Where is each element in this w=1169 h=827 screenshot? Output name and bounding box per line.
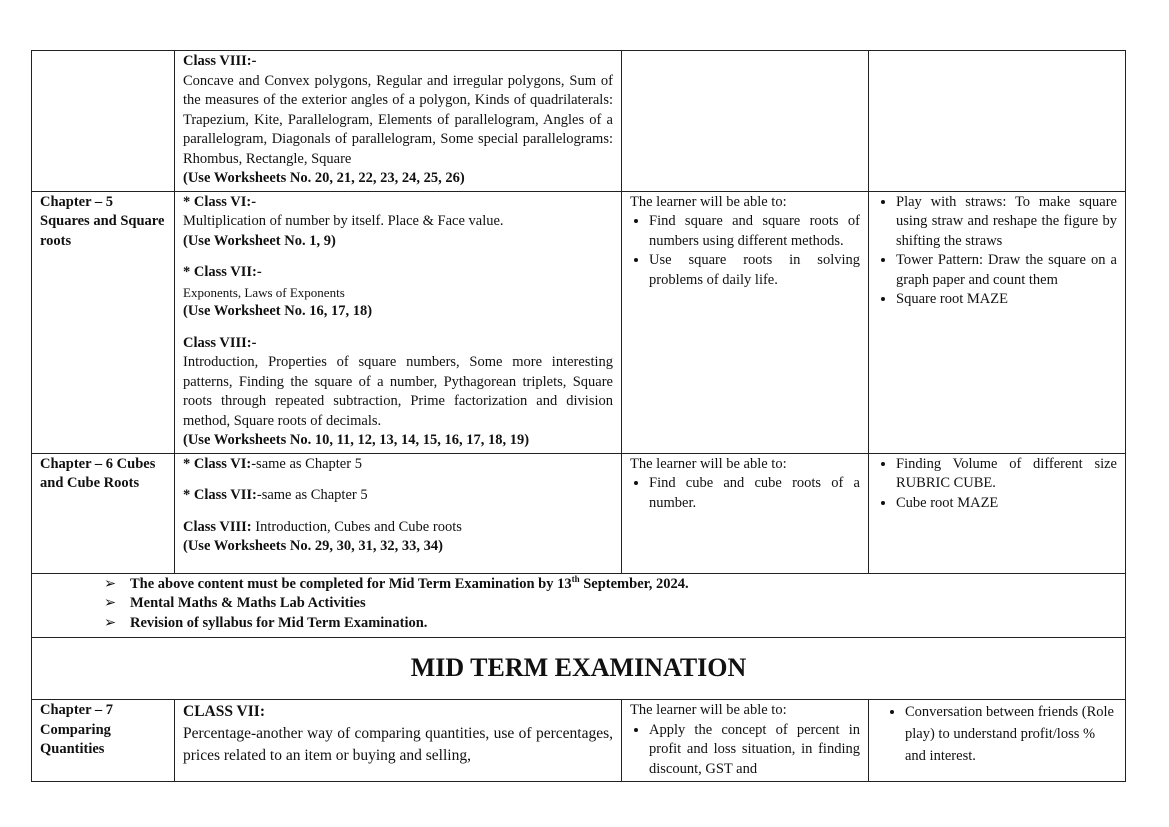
content-text: Exponents, Laws of Exponents [183,284,345,300]
note-text: Revision of syllabus for Mid Term Examination. [130,614,428,631]
note-item [104,575,1117,595]
class-heading: CLASS VII: [183,703,265,720]
outcome-list [630,474,860,513]
table-row [32,638,1126,700]
outcome-cell [622,191,869,453]
syllabus-page [31,50,1125,782]
content-text: Multiplication of number by itself. Place & Face value. [183,213,504,229]
activity-cell [869,700,1126,782]
list-item: • Use square roots in solving problems of daily life. [649,251,860,290]
chapter-title: Chapter – 7 Comparing Quantities [40,702,114,757]
outcome-intro: The learner will be able to: [630,455,787,472]
class-heading: Class VIII: [183,518,252,535]
class-heading: Class VIII:- [183,53,257,69]
list-item: • Play with straws: To make square using straw and reshape the figure by shifting the straws [896,193,1117,252]
section-heading: MID TERM EXAMINATION [32,638,1126,700]
class-heading: * Class VI: [183,455,252,472]
activity-list [877,455,1117,514]
activity-list [877,701,1117,767]
content-cell [175,51,622,192]
worksheet-ref: (Use Worksheet No. 16, 17, 18) [183,303,373,319]
outcome-list [630,212,860,290]
outcome-intro: The learner will be able to: [630,702,787,718]
worksheet-ref: (Use Worksheet No. 1, 9) [183,232,336,249]
content-text: -same as Chapter 5 [256,487,368,503]
class-heading: * Class VII:- [183,264,262,280]
list-item: • Find square and square roots of numbers using different methods. [649,212,860,251]
note-item [104,614,1117,634]
class-line [183,486,613,506]
chapter-cell [32,51,175,192]
arrow-icon: ➢ [104,614,117,631]
activity-cell [869,453,1126,573]
worksheet-ref: (Use Worksheets No. 10, 11, 12, 13, 14, 15, 16, 17, 18, 19) [183,432,530,448]
outcome-cell [622,51,869,192]
arrow-icon: ➢ [104,575,117,592]
table-row [32,191,1126,453]
chapter-title: Chapter – 5 Squares and Square roots [40,193,165,249]
chapter-title: Chapter – 6 Cubes and Cube Roots [40,455,156,491]
class-line [183,518,613,538]
note-item [104,594,1117,614]
arrow-icon: ➢ [104,595,117,611]
content-text: Concave and Convex polygons, Regular and irregular polygons, Sum of the measures of the exterior angles of a polygon, Kinds of quadrilaterals: Trapezium, Kite, Parallelogram, Elements of parallelogram, Angles of a parallelogram, Diagonals of parallelogram, Some special parallelograms: Rhombus, Rectangle, Square [183,72,613,167]
list-item: • Apply the concept of percent in profit and loss situation, in finding discount, GST and [649,721,860,780]
outcome-cell [622,700,869,782]
syllabus-table [31,50,1126,782]
list-item: • Find cube and cube roots of a number. [649,474,860,513]
class-heading: * Class VI:- [183,193,257,210]
list-item: • Cube root MAZE [896,494,1117,514]
activity-cell [869,191,1126,453]
list-item: • Conversation between friends (Role play) to understand profit/loss % and interest. [905,701,1117,767]
activity-cell [869,51,1126,192]
table-row [32,700,1126,782]
worksheet-ref: (Use Worksheets No. 29, 30, 31, 32, 33, 34) [183,538,443,554]
table-row [32,453,1126,573]
content-cell [175,453,622,573]
notes-cell [32,573,1126,638]
chapter-cell [32,453,175,573]
table-row [32,51,1126,192]
table-row [32,573,1126,638]
chapter-cell [32,700,175,782]
ordinal-suffix: th [571,573,580,584]
outcome-intro: The learner will be able to: [630,193,787,210]
note-text: The above content must be completed for Mid Term Examination by 13 [130,575,572,592]
class-heading: Class VIII:- [183,334,257,351]
notes-list [40,575,1117,636]
chapter-cell [32,191,175,453]
class-line [183,455,613,475]
class-heading: * Class VII: [183,487,257,503]
note-text: Mental Maths & Maths Lab Activities [130,595,366,611]
worksheet-ref: (Use Worksheets No. 20, 21, 22, 23, 24, 25, 26) [183,170,465,186]
content-text: Percentage-another way of comparing quantities, use of percentages, prices related to an item or buying and selling, [183,725,613,764]
activity-list [877,193,1117,310]
content-text: Introduction, Properties of square numbers, Some more interesting patterns, Finding the square of a number, Pythagorean triplets, Square roots through repeated subtraction, Prime factorization and division method, Square roots of decimals. [183,354,613,429]
content-cell [175,700,622,782]
content-text: -same as Chapter 5 [251,455,362,472]
content-cell [175,191,622,453]
content-text: Introduction, Cubes and Cube roots [251,518,462,535]
list-item: • Tower Pattern: Draw the square on a graph paper and count them [896,251,1117,290]
outcome-list [630,721,860,780]
note-text: September, 2024. [579,575,689,592]
list-item: • Square root MAZE [896,290,1117,310]
list-item: • Finding Volume of different size RUBRIC CUBE. [896,455,1117,494]
outcome-cell [622,453,869,573]
